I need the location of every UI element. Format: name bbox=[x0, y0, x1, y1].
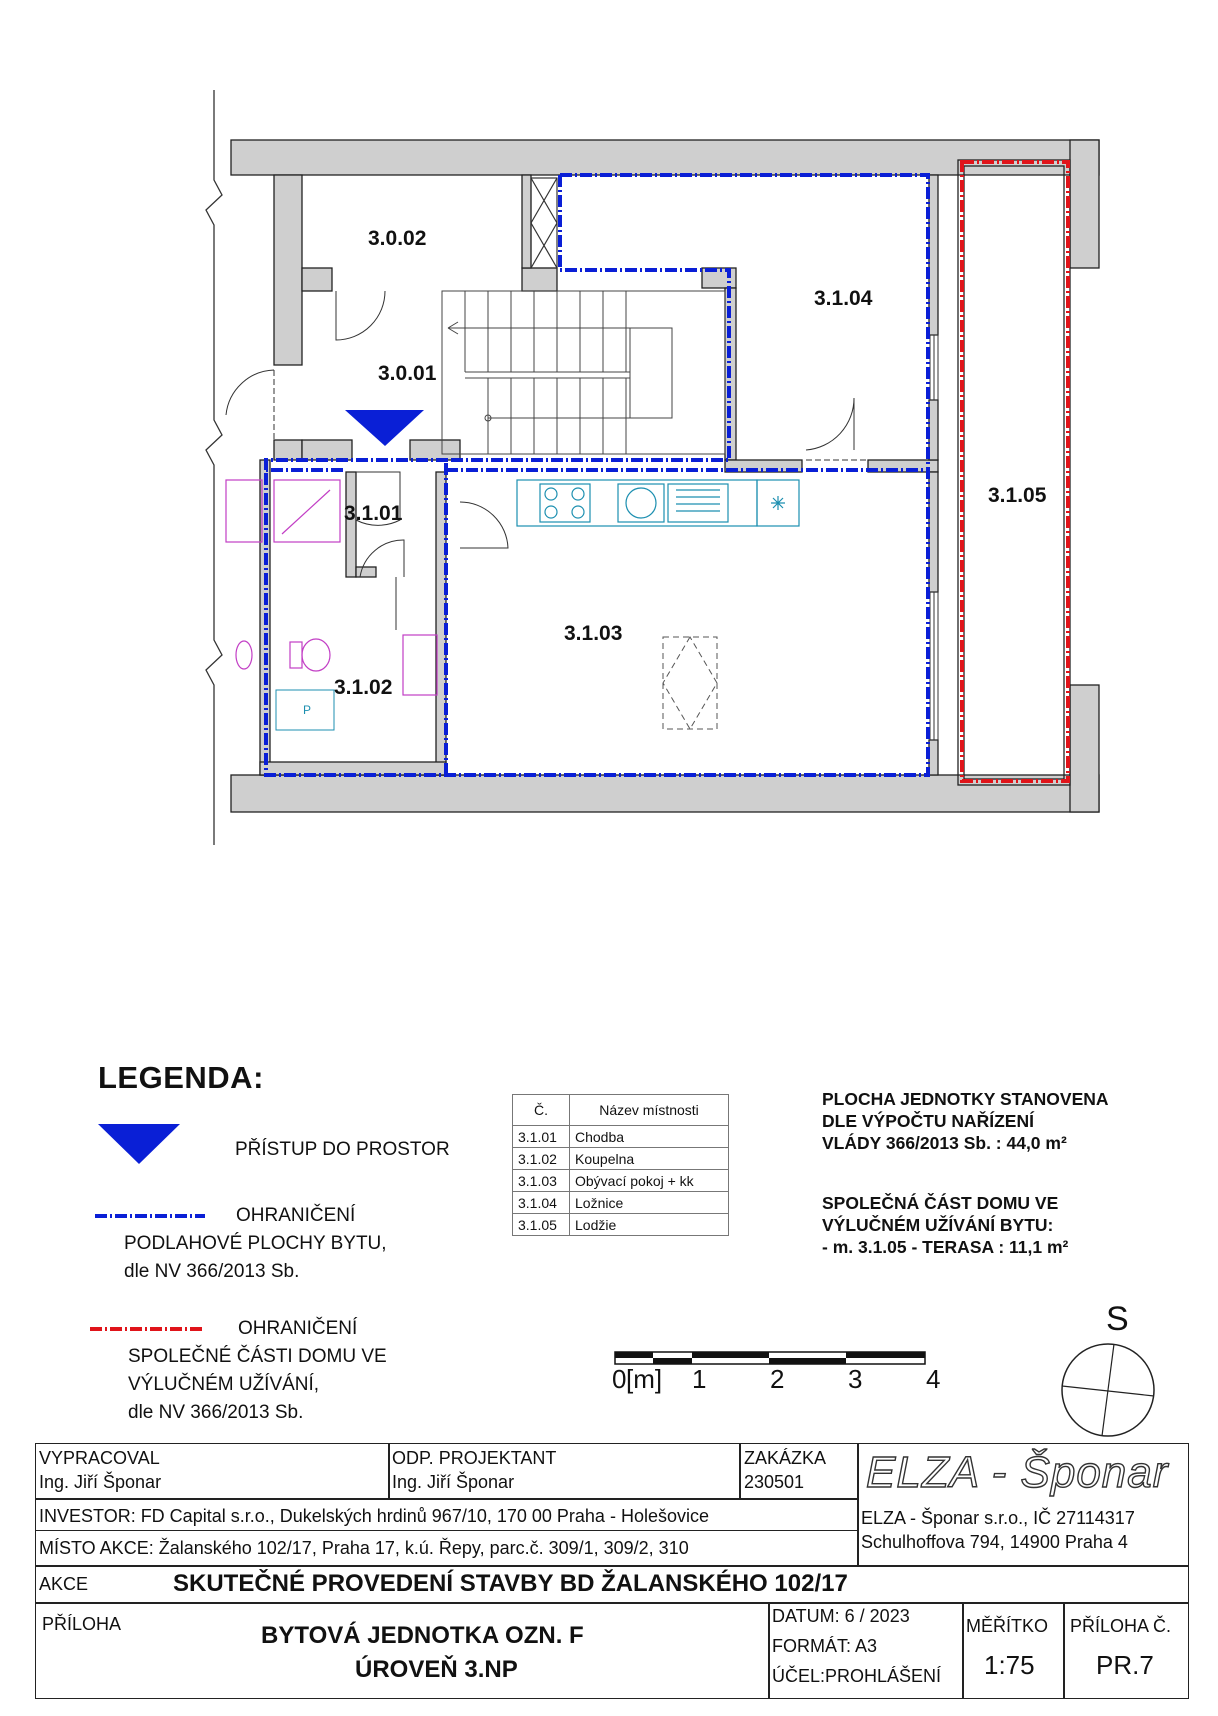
akce-title: SKUTEČNÉ PROVEDENÍ STAVBY BD ŽALANSKÉHO 102/17 bbox=[173, 1570, 848, 1597]
room-name: Chodba bbox=[570, 1126, 729, 1148]
room-label: 3.1.04 bbox=[814, 287, 873, 310]
scale-label-1: 1 bbox=[692, 1364, 707, 1394]
room-name: Ložnice bbox=[570, 1192, 729, 1214]
red-dash-legend-icon bbox=[90, 1325, 202, 1333]
scale-label-4: 4 bbox=[926, 1364, 941, 1394]
kitchen-line bbox=[517, 480, 799, 526]
dining-table bbox=[663, 637, 717, 729]
ucel: ÚČEL:PROHLÁŠENÍ bbox=[772, 1666, 942, 1686]
room-name: Lodžie bbox=[570, 1214, 729, 1236]
scale-label-unit: [m] bbox=[626, 1364, 663, 1394]
access-legend-text: PŘÍSTUP DO PROSTOR bbox=[235, 1139, 450, 1160]
shaft bbox=[531, 178, 557, 268]
priloha-title-2: ÚROVEŇ 3.NP bbox=[355, 1656, 518, 1683]
common-line1: SPOLEČNÁ ČÁST DOMU VE bbox=[822, 1193, 1059, 1213]
rooms-table bbox=[512, 1094, 729, 1236]
common-line2: VÝLUČNÉM UŽÍVÁNÍ BYTU: bbox=[822, 1215, 1054, 1235]
vypracoval-label: VYPRACOVAL bbox=[39, 1448, 160, 1468]
blue-legend-line3: dle NV 366/2013 Sb. bbox=[124, 1261, 300, 1282]
break-line bbox=[206, 90, 222, 845]
room-number: 3.1.03 bbox=[513, 1170, 570, 1192]
area-line1: PLOCHA JEDNOTKY STANOVENA bbox=[822, 1089, 1109, 1109]
room-name: Koupelna bbox=[570, 1148, 729, 1170]
company-logo: ELZA - Šponar bbox=[866, 1448, 1169, 1497]
common-line3: - m. 3.1.05 - TERASA : 11,1 m² bbox=[822, 1237, 1069, 1257]
common-boundary bbox=[962, 162, 1068, 781]
room-number: 3.1.02 bbox=[513, 1148, 570, 1170]
meritko-label: MĚŘÍTKO bbox=[966, 1616, 1049, 1636]
room-label: 3.1.03 bbox=[564, 622, 623, 645]
vypracoval-value: Ing. Jiří Šponar bbox=[39, 1472, 162, 1492]
priloha-title-1: BYTOVÁ JEDNOTKA OZN. F bbox=[261, 1622, 584, 1649]
table-header: Č. bbox=[513, 1095, 570, 1126]
table-row bbox=[513, 1170, 729, 1192]
priloha-label: PŘÍLOHA bbox=[42, 1614, 122, 1634]
room-label: 3.1.02 bbox=[334, 676, 393, 699]
priloha-c-label: PŘÍLOHA Č. bbox=[1070, 1616, 1172, 1636]
akce-label: AKCE bbox=[39, 1574, 89, 1594]
table-row bbox=[513, 1148, 729, 1170]
table-row bbox=[513, 1126, 729, 1148]
company-name: ELZA - Šponar s.r.o., IČ 27114317 bbox=[861, 1508, 1135, 1528]
compass-icon bbox=[1058, 1340, 1158, 1440]
red-legend-line4: dle NV 366/2013 Sb. bbox=[128, 1402, 304, 1423]
area-line2: DLE VÝPOČTU NAŘÍZENÍ bbox=[822, 1111, 1034, 1131]
room-label: 3.1.05 bbox=[988, 484, 1047, 507]
common-summary bbox=[822, 1192, 1068, 1258]
washer-label: P bbox=[303, 703, 312, 717]
legend-title: LEGENDA: bbox=[98, 1060, 264, 1095]
blue-legend-line1: OHRANIČENÍ bbox=[236, 1205, 356, 1226]
red-legend-line1: OHRANIČENÍ bbox=[238, 1318, 358, 1339]
projektant-value: Ing. Jiří Šponar bbox=[392, 1472, 515, 1492]
access-legend-icon bbox=[98, 1124, 180, 1164]
table-header: Název místnosti bbox=[570, 1095, 729, 1126]
area-line3: VLÁDY 366/2013 Sb. : 44,0 m² bbox=[822, 1133, 1067, 1153]
datum: DATUM: 6 / 2023 bbox=[772, 1606, 910, 1626]
misto-akce: MÍSTO AKCE: Žalanského 102/17, Praha 17, k.ú. Řepy, parc.č. 309/1, 309/2, 310 bbox=[39, 1538, 689, 1558]
compass-label: S bbox=[1106, 1300, 1129, 1338]
room-label: 3.0.01 bbox=[378, 362, 437, 385]
room-number: 3.1.01 bbox=[513, 1126, 570, 1148]
zakazka-label: ZAKÁZKA bbox=[744, 1448, 827, 1468]
format: FORMÁT: A3 bbox=[772, 1636, 878, 1656]
company-address: Schulhoffova 794, 14900 Praha 4 bbox=[861, 1532, 1128, 1552]
projektant-label: ODP. PROJEKTANT bbox=[392, 1448, 557, 1468]
scale-label-3: 3 bbox=[848, 1364, 863, 1394]
table-row bbox=[513, 1214, 729, 1236]
staircase bbox=[442, 291, 725, 454]
scale-label-2: 2 bbox=[770, 1364, 785, 1394]
room-number: 3.1.05 bbox=[513, 1214, 570, 1236]
zakazka-value: 230501 bbox=[744, 1472, 805, 1492]
table-row bbox=[513, 1192, 729, 1214]
room-label: 3.1.01 bbox=[344, 502, 403, 525]
bathroom-fixtures bbox=[226, 480, 437, 695]
blue-dash-legend-icon bbox=[95, 1212, 205, 1220]
priloha-c-value: PR.7 bbox=[1096, 1650, 1154, 1680]
room-label: 3.0.02 bbox=[368, 227, 427, 250]
room-number: 3.1.04 bbox=[513, 1192, 570, 1214]
area-summary bbox=[822, 1088, 1109, 1154]
balcony bbox=[958, 160, 1070, 785]
meritko-value: 1:75 bbox=[984, 1650, 1035, 1680]
red-legend-line2: SPOLEČNÉ ČÁSTI DOMU VE bbox=[128, 1346, 387, 1367]
scale-label-0: 0 bbox=[612, 1364, 627, 1394]
walls bbox=[231, 140, 1099, 812]
room-name: Obývací pokoj + kk bbox=[570, 1170, 729, 1192]
blue-legend-line2: PODLAHOVÉ PLOCHY BYTU, bbox=[124, 1233, 387, 1254]
red-legend-line3: VÝLUČNÉM UŽÍVÁNÍ, bbox=[128, 1374, 320, 1395]
investor: INVESTOR: FD Capital s.r.o., Dukelských hrdinů 967/10, 170 00 Praha - Holešovice bbox=[39, 1506, 709, 1526]
